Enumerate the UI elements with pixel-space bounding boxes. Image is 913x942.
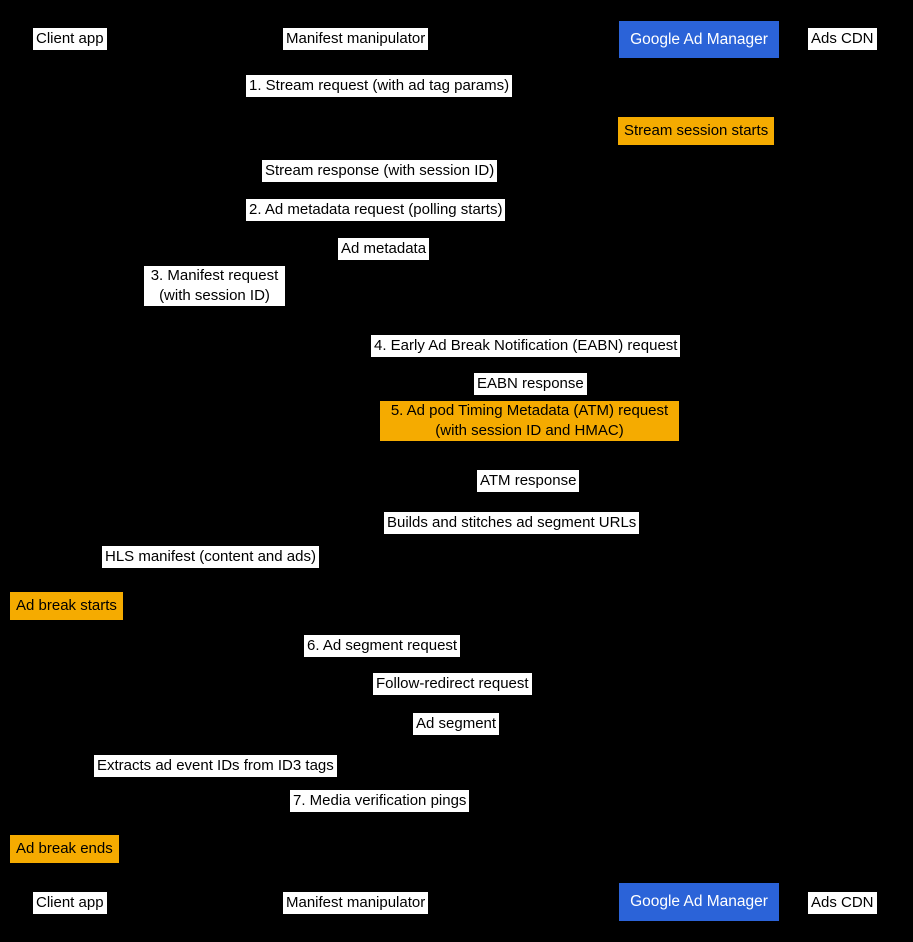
- message-follow-redirect-request: Follow-redirect request: [373, 673, 532, 695]
- message-ad-segment: Ad segment: [413, 713, 499, 735]
- message-builds-stitches: Builds and stitches ad segment URLs: [384, 512, 639, 534]
- message-stream-request: 1. Stream request (with ad tag params): [246, 75, 512, 97]
- note-ad-break-starts: Ad break starts: [10, 592, 123, 620]
- actor-ads-cdn-bottom: Ads CDN: [808, 892, 877, 914]
- message-ad-metadata: Ad metadata: [338, 238, 429, 260]
- message-ad-segment-request: 6. Ad segment request: [304, 635, 460, 657]
- message-manifest-request-line1: 3. Manifest request: [150, 267, 279, 284]
- message-manifest-request-line2: (with session ID): [159, 287, 270, 304]
- message-media-verification-pings: 7. Media verification pings: [290, 790, 469, 812]
- note-atm-request-line1: 5. Ad pod Timing Metadata (ATM) request: [390, 402, 669, 419]
- message-hls-manifest: HLS manifest (content and ads): [102, 546, 319, 568]
- note-atm-request: [380, 401, 679, 441]
- message-stream-response: Stream response (with session ID): [262, 160, 497, 182]
- actor-client-app-bottom: Client app: [33, 892, 107, 914]
- message-extracts-id3: Extracts ad event IDs from ID3 tags: [94, 755, 337, 777]
- note-ad-break-ends: Ad break ends: [10, 835, 119, 863]
- message-manifest-request: [144, 266, 285, 306]
- actor-manifest-manipulator-bottom: Manifest manipulator: [283, 892, 428, 914]
- actor-google-ad-manager-bottom: Google Ad Manager: [619, 883, 779, 921]
- message-eabn-response: EABN response: [474, 373, 587, 395]
- message-atm-response: ATM response: [477, 470, 579, 492]
- actor-client-app-top: Client app: [33, 28, 107, 50]
- actor-google-ad-manager-top: Google Ad Manager: [619, 21, 779, 58]
- note-stream-session-starts: Stream session starts: [618, 117, 774, 145]
- actor-ads-cdn-top: Ads CDN: [808, 28, 877, 50]
- message-eabn-request: 4. Early Ad Break Notification (EABN) request: [371, 335, 680, 357]
- actor-manifest-manipulator-top: Manifest manipulator: [283, 28, 428, 50]
- message-ad-metadata-request: 2. Ad metadata request (polling starts): [246, 199, 505, 221]
- note-atm-request-line2: (with session ID and HMAC): [435, 422, 624, 439]
